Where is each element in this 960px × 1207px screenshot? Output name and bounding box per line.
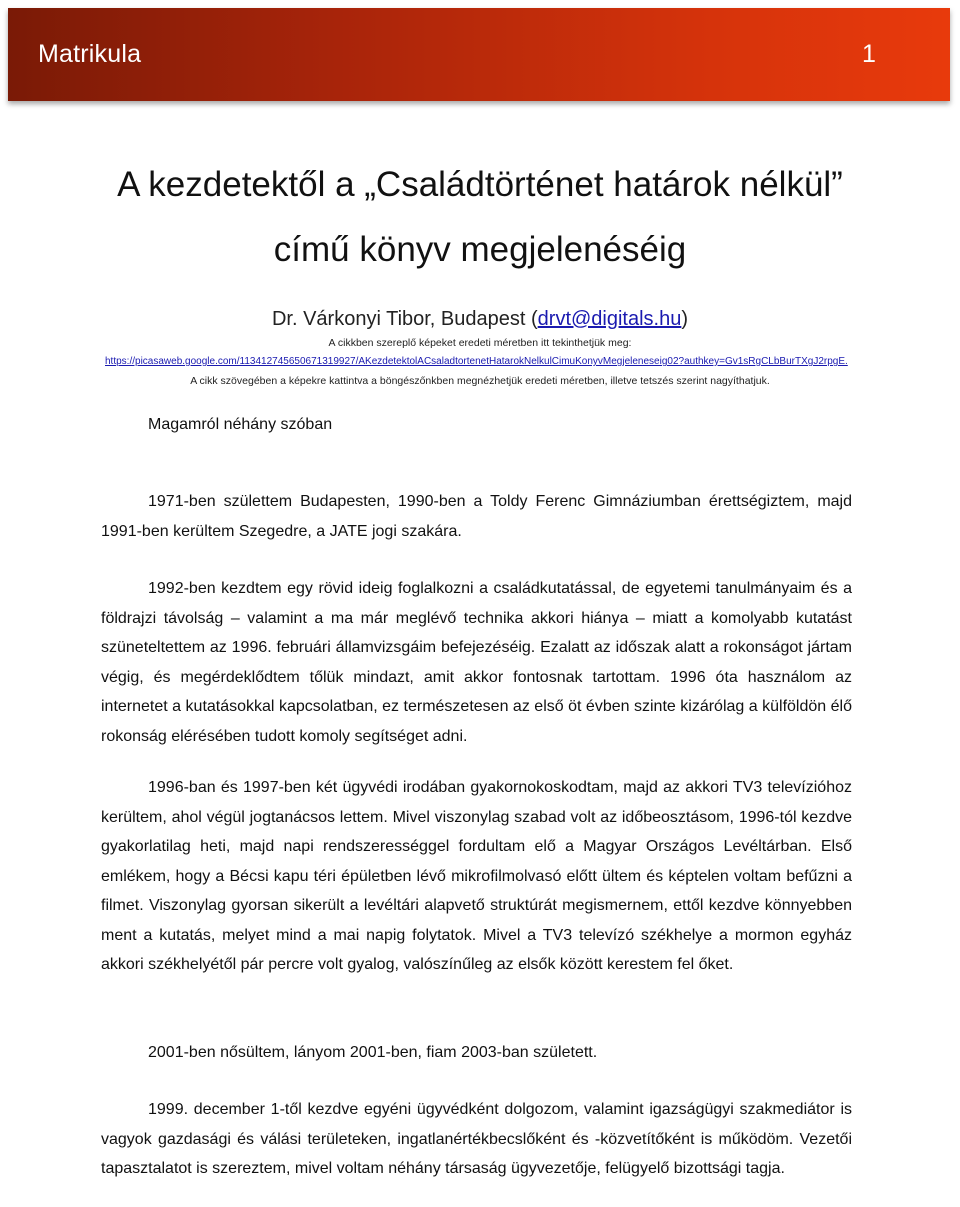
paragraph-text: 1992-ben kezdtem egy rövid ideig foglalkozni a családkutatással, de egyetemi tanulmányaim és a földrajzi távolság – valamint a ma már meglévő technika akkori hiánya – miatt a komolyabb kutatást szüneteltettem az 1996. februári államvizsgáim befejezéséig. Ezalatt az időszak alatt a rokonságot jártam végig, és megérdeklődtem tőlük mindazt, amit akkor fontosnak tartottam. 1996 óta használom az internetet a kutatásokkal kapcsolatban, ez természetesen az első öt évben szinte kizárólag a külföldön élő rokonság elérésében tudott komoly segítséget adni. — [101, 580, 852, 745]
document-title-line1: A kezdetektől a „Családtörténet határok nélkül” — [117, 165, 843, 204]
page-number: 1 — [862, 40, 876, 68]
paragraph-text: 1996-ban és 1997-ben két ügyvédi irodában gyakornokoskodtam, majd az akkori TV3 televízióhoz kerültem, ahol végül jogtanácsos lettem. Mivel viszonylag szabad volt az időbeosztásom, 1996-tól kezdve gyakorlatilag heti, majd napi rendszerességgel fordultam elő a Magyar Országos Levéltárban. Első emlékem, hogy a Bécsi kapu téri épületben lévő mikrofilmolvasó előtt ültem és képtelen voltam befűzni a filmet. Viszonylag gyorsan sikerült a levéltári alapvető struktúrát megismernem, ettől kezdve könnyebben ment a kutatás, melyet mind a mai napig folytatok. Mivel a TV3 televízó székhelye a mormon egyház akkori székhelyétől pár percre volt gyalog, valószínűleg az elsők között kerestem fel őket. — [101, 779, 852, 973]
author-name: Dr. Várkonyi Tibor, Budapest ( — [271, 308, 538, 330]
paragraph — [101, 574, 852, 751]
paragraph-text: 1971-ben születtem Budapesten, 1990-ben a Toldy Ferenc Gimnáziumban érettségiztem, majd 1991-ben kerültem Szegedre, a JATE jogi szakára. — [101, 493, 852, 540]
author-suffix: ) — [681, 308, 689, 330]
zoom-note: A cikk szövegében a képekre kattintva a böngészőnkben megnézhetjük eredeti méretben, illetve tetszés szerint nagyíthatjuk. — [190, 375, 770, 387]
header-bar — [8, 8, 950, 101]
paragraph — [101, 1038, 852, 1068]
paragraph — [101, 1095, 852, 1184]
section-heading: Magamról néhány szóban — [148, 416, 333, 433]
author-line — [0, 308, 960, 331]
paragraph — [101, 487, 852, 546]
album-link[interactable]: https://picasaweb.google.com/113412745650671319927/AKezdetektolACsaladtortenetHatarokNelkulCimuKonyvMegjeleneseig02?authkey=Gv1sRgCLbBurTXgJ2rpgE. — [105, 356, 848, 367]
paragraph-text: 2001-ben nősültem, lányom 2001-ben, fiam 2003-ban született. — [148, 1044, 598, 1061]
paragraph — [101, 773, 852, 980]
image-note: A cikkben szereplő képeket eredeti méretben itt tekinthetjük meg: — [328, 337, 632, 349]
header-title: Matrikula — [38, 40, 142, 68]
paragraph-text: 1999. december 1-től kezdve egyéni ügyvédként dolgozom, valamint igazságügyi szakmediátor is vagyok gazdasági és válási területeken, ingatlanértékbecslőként és -közvetítőként is működöm. Vezetői tapasztalatot is szereztem, mivel voltam néhány társaság ügyvezetője, felügyelő bizottsági tagja. — [101, 1101, 852, 1177]
document-title-line2: című könyv megjelenéséig — [273, 230, 687, 269]
author-email-link[interactable]: drvt@digitals.hu — [537, 308, 682, 330]
